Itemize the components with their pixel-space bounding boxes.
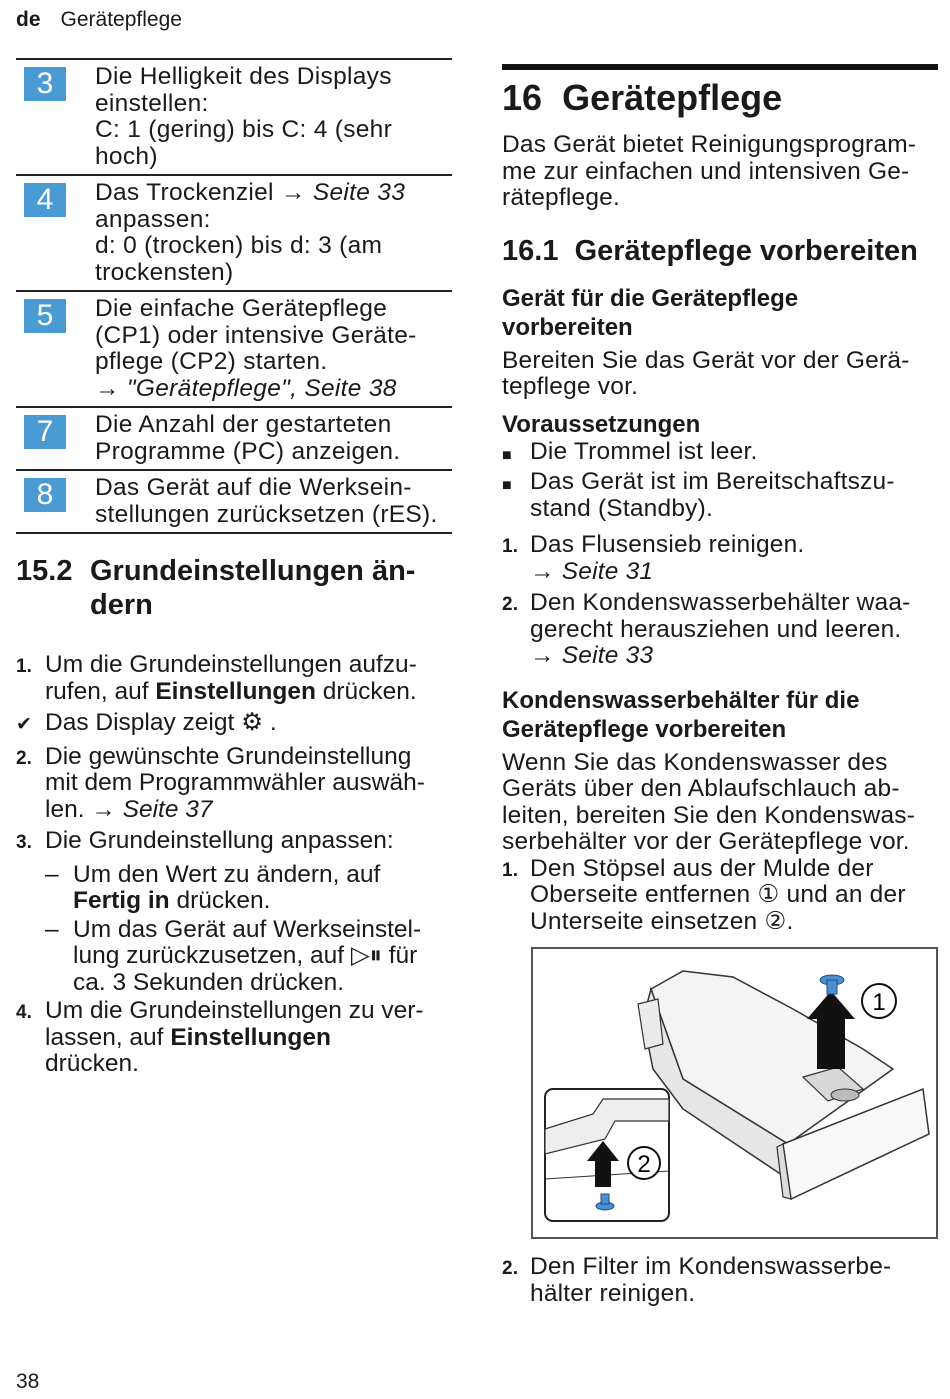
subsection-intro <box>502 348 938 401</box>
subsection-intro <box>502 750 938 856</box>
list-item <box>45 917 452 997</box>
step-number: 1. <box>502 859 519 881</box>
text-line: rätepflege. <box>502 184 620 211</box>
step-number: 3. <box>16 832 32 853</box>
list-item <box>502 1254 938 1307</box>
step-number: 1. <box>502 536 519 557</box>
prerequisites-heading: Voraussetzungen <box>502 410 701 438</box>
text-line <box>95 180 405 207</box>
text-line: C: 1 (gering) bis C: 4 (sehr <box>95 116 393 143</box>
text-span: rufen, auf <box>45 677 156 705</box>
list-item <box>16 828 452 857</box>
section-title: Gerätepflege vorbereiten <box>574 234 918 267</box>
text-span: Die gewünschte Grundeinstellung <box>45 742 412 770</box>
section-number: 15.2 <box>16 555 73 587</box>
container-handle <box>638 999 663 1049</box>
text-line: Die Helligkeit des Displays <box>95 63 392 90</box>
text-span: hälter reinigen. <box>530 1279 696 1307</box>
settings-table <box>16 58 452 534</box>
substep-text <box>73 862 380 915</box>
list-item <box>502 532 938 585</box>
text-line: Die Anzahl der gestarteten <box>95 411 392 438</box>
text-line: Die einfache Gerätepflege <box>95 295 388 322</box>
bullet-icon: ■ <box>502 446 512 464</box>
table-row <box>16 408 452 471</box>
text-span: gerecht herausziehen und leeren. <box>530 615 902 643</box>
text-line: serbehälter vor der Gerätepflege vor. <box>502 828 910 855</box>
setting-description <box>95 475 438 528</box>
instruction-steps <box>16 652 452 1078</box>
button-name: Einstellungen <box>170 1023 331 1051</box>
step-number: 4. <box>16 1002 32 1023</box>
text-span: Das Display zeigt <box>45 709 242 736</box>
text-span: Um den Wert zu ändern, auf <box>73 860 381 888</box>
text-line: me zur einfachen und intensiven Ge- <box>502 157 910 185</box>
text-span: Das Flusensieb reinigen. <box>530 531 805 558</box>
page-reference-link[interactable]: Seite 33 <box>561 642 654 669</box>
plug-stem <box>827 980 837 994</box>
text-line: vorbereiten <box>502 313 633 341</box>
page-reference-link[interactable]: Seite 31 <box>561 557 654 585</box>
step-number: 1. <box>16 656 32 677</box>
text-span: stand (Standby). <box>530 494 713 522</box>
text-line: Programme (PC) anzeigen. <box>95 437 401 465</box>
step-text <box>530 590 938 670</box>
text-span: drücken. <box>45 1050 139 1077</box>
text-span: lassen, auf <box>45 1023 171 1051</box>
setting-description <box>95 64 392 170</box>
setting-description <box>95 412 400 465</box>
text-line: Gerätepflege vorbereiten <box>502 715 787 743</box>
play-pause-icon: ▷⏸ <box>350 942 382 969</box>
step-text <box>530 1254 938 1307</box>
list-text <box>530 469 895 522</box>
page-number: 38 <box>16 1370 40 1393</box>
setting-number-badge: 7 <box>24 415 66 449</box>
setting-number-badge: 3 <box>24 67 66 101</box>
text-line: trockensten) <box>95 258 234 286</box>
text-span: len. → <box>45 795 123 823</box>
arrow-icon: → <box>530 557 562 585</box>
text-line: Das Gerät bietet Reinigungsprogram- <box>502 131 917 158</box>
text-line: einstellen: <box>95 89 209 117</box>
gear-icon: ⚙ <box>241 709 264 736</box>
list-item <box>16 710 452 739</box>
list-item <box>502 469 938 522</box>
section-heading-15-2 <box>16 554 452 622</box>
section-number: 16.1 <box>502 234 559 267</box>
text-span: Um die Grundeinstellungen zu ver- <box>45 997 424 1024</box>
list-item <box>16 744 452 824</box>
button-name: Einstellungen <box>155 677 316 705</box>
chapter-heading <box>502 76 938 120</box>
text-line: anpassen: <box>95 205 211 233</box>
setting-number-badge: 8 <box>24 478 66 512</box>
text-span: Den Kondenswasserbehälter waa- <box>530 589 911 616</box>
text-span: ca. 3 Sekunden drücken. <box>73 968 345 996</box>
page-header <box>16 8 182 32</box>
list-item <box>45 862 452 915</box>
header-title: Gerätepflege <box>60 8 182 31</box>
arrow-icon: → <box>530 642 562 669</box>
text-line: stellungen zurücksetzen (rES). <box>95 500 438 528</box>
text-span: Unterseite einsetzen ②. <box>530 907 794 935</box>
condensate-container-illustration <box>531 947 938 1239</box>
chapter-title: Gerätepflege <box>562 77 783 118</box>
text-line: Das Gerät auf die Werksein- <box>95 474 412 501</box>
text-line: Bereiten Sie das Gerät vor der Gerä- <box>502 346 910 374</box>
step-text <box>45 652 452 705</box>
callout-label-1: 1 <box>872 989 886 1016</box>
instruction-steps <box>502 532 938 670</box>
chapter-intro <box>502 132 938 212</box>
step-text <box>530 856 938 936</box>
setting-description <box>95 180 405 286</box>
inset-plug-stem <box>601 1194 609 1204</box>
section-heading-16-1 <box>502 234 938 268</box>
button-name: Fertig in <box>73 887 170 914</box>
setting-description <box>95 296 417 402</box>
text-line: Wenn Sie das Kondenswasser des <box>502 748 888 776</box>
text-line: Gerät für die Gerätepflege <box>502 284 799 312</box>
page-reference-link[interactable]: Seite 37 <box>122 795 213 823</box>
result-text <box>45 710 452 739</box>
table-row <box>16 471 452 534</box>
page-reference-link[interactable]: → "Gerätepflege", Seite 38 <box>95 374 397 402</box>
left-column <box>16 58 452 1083</box>
final-step <box>502 1254 938 1312</box>
callout-label-2: 2 <box>637 1151 651 1178</box>
dash-marker: – <box>45 915 59 943</box>
language-code: de <box>16 8 41 31</box>
step-text <box>45 744 452 824</box>
subsection-heading <box>502 284 938 342</box>
text-line: (CP1) oder intensive Geräte- <box>95 321 417 349</box>
section-title-continued: dern <box>90 589 153 621</box>
instruction-steps <box>502 856 938 936</box>
bullet-icon: ■ <box>502 477 512 494</box>
list-item <box>16 998 452 1078</box>
list-text: Die Trommel ist leer. <box>530 437 758 465</box>
text-line: hoch) <box>95 142 158 170</box>
table-row <box>16 292 452 408</box>
step-number: 2. <box>16 747 32 769</box>
setting-number-badge: 5 <box>24 299 66 333</box>
text-line: Kondenswasserbehälter für die <box>502 686 860 714</box>
section-divider <box>502 64 938 70</box>
subsection-heading <box>502 686 938 744</box>
text-line: Geräts über den Ablaufschlauch ab- <box>502 775 900 802</box>
list-item <box>502 590 938 670</box>
checkmark-icon: ✔ <box>16 714 32 735</box>
text-span: . <box>263 709 277 736</box>
substep-text <box>73 917 421 997</box>
recess-hole <box>831 1089 859 1101</box>
text-span: Den Stöpsel aus der Mulde der <box>530 854 874 882</box>
text-span: Das Gerät ist im Bereitschaftszu- <box>530 468 895 495</box>
list-item <box>16 652 452 705</box>
chapter-number: 16 <box>502 77 543 118</box>
text-line: d: 0 (trocken) bis d: 3 (am <box>95 232 383 259</box>
list-item <box>502 439 938 470</box>
prerequisites-list <box>502 439 938 523</box>
text-span: drücken. <box>315 677 417 705</box>
table-row <box>16 176 452 292</box>
text-span: lung zurückzusetzen, auf <box>73 942 351 969</box>
setting-number-badge: 4 <box>24 183 66 217</box>
text-span: Das Trockenziel → <box>95 179 313 206</box>
text-span: Um die Grundeinstellungen aufzu- <box>45 651 417 678</box>
step-text <box>530 532 938 585</box>
illustration-svg <box>533 949 936 1237</box>
text-span: drücken. <box>169 887 271 914</box>
right-column <box>502 64 938 940</box>
text-span: mit dem Programmwähler auswäh- <box>45 769 425 796</box>
list-item <box>502 856 938 936</box>
text-span: für <box>381 942 418 969</box>
text-span: Oberseite entfernen ① und an der <box>530 881 906 908</box>
page-reference-link[interactable]: Seite 33 <box>312 179 406 206</box>
text-line: pflege (CP2) starten. <box>95 348 328 375</box>
step-number: 2. <box>502 1258 519 1279</box>
step-number: 2. <box>502 594 519 615</box>
text-line: leiten, bereiten Sie den Kondenswas- <box>502 801 916 829</box>
table-row <box>16 60 452 176</box>
text-span: Den Filter im Kondenswasserbe- <box>530 1253 892 1280</box>
dash-marker: – <box>45 860 59 888</box>
text-line: tepflege vor. <box>502 373 639 400</box>
step-text: Die Grundeinstellung anpassen: <box>45 827 394 854</box>
step-text <box>45 998 452 1078</box>
text-span: Um das Gerät auf Werkseinstel- <box>73 915 422 943</box>
section-title: Grundeinstellungen än- <box>90 555 416 587</box>
